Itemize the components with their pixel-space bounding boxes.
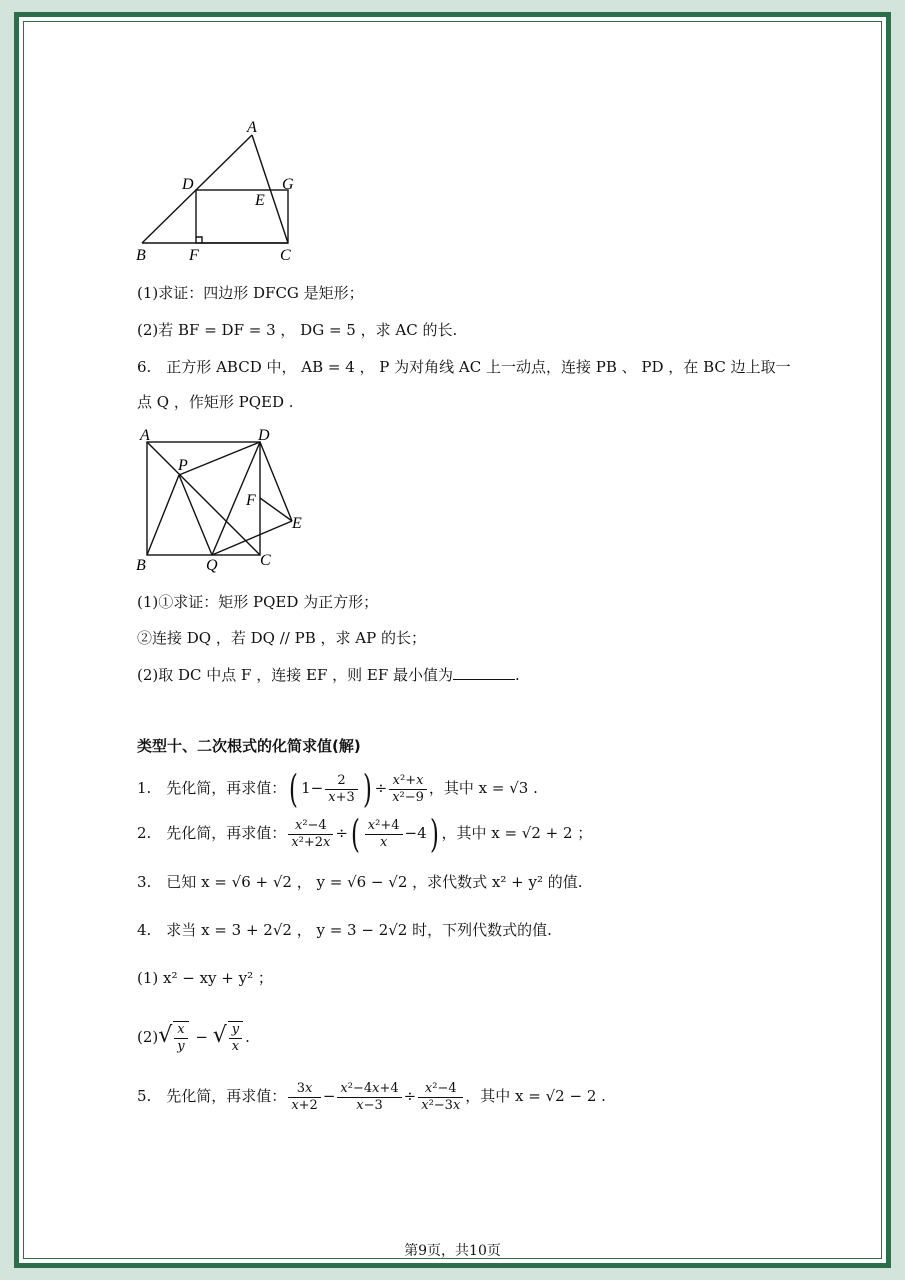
s5-problem: 5. 先化简，再求值： $\frac{3x}{x+2}$ − $\frac{\text{x²−4x+4}}{x-3}$ ÷ $\frac{\text{x²−4}}{\text{x²−3x}}$ ，其中 x = √2 − 2 .: [137, 1080, 606, 1113]
label-C: C: [280, 247, 291, 264]
s4-sqrt-y-over-x: $\frac{y}{x}$: [228, 1021, 243, 1055]
label-F: F: [189, 247, 199, 264]
q6-stem-line1: 6. 正方形 ABCD 中， AB = 4 ， P 为对角线 AC 上一动点，连接 PB 、 PD ，在 BC 边上取一: [137, 358, 791, 376]
s4-part2-label: (2): [137, 1028, 159, 1046]
s1-mid: ，其中 x = √3 .: [428, 779, 538, 797]
s2-mid: ，其中 x = √2 + 2 ；: [441, 824, 593, 842]
s2-pre: 2. 先化简，再求值：: [137, 824, 287, 842]
label-C: C: [260, 552, 271, 569]
s2-frac-b: $\frac{\text{x²+4}}{x}$: [365, 818, 403, 851]
s5-frac-b: $\frac{\text{x²−4x+4}}{x-3}$: [337, 1081, 401, 1114]
s1-problem: 1. 先化简，再求值：( 1− $\frac{2}{x+3}$ ) ÷ $\frac{\text{x²+x}}{\text{x²−9}}$ ，其中 x = √3 .: [137, 767, 538, 811]
s4-sqrt-x-over-y: $\frac{x}{y}$: [173, 1021, 188, 1055]
label-B: B: [136, 247, 146, 264]
q5-part2: (2)若 BF = DF = 3 ， DG = 5 ，求 AC 的长.: [137, 321, 458, 339]
figure-square-pqed: [130, 425, 320, 577]
paren-left: (: [289, 767, 299, 811]
s5-pre: 5. 先化简，再求值：: [137, 1087, 287, 1105]
s5-frac-a: $\frac{3x}{x+2}$: [288, 1081, 321, 1114]
s2-problem: 2. 先化简，再求值： $\frac{\text{x²−4}}{\text{x²+2x}}$ ÷( $\frac{\text{x²+4}}{x}$ −4) ，其中 x = √2 + 2 ；: [137, 812, 593, 856]
label-A: A: [140, 427, 150, 444]
s3-problem: 3. 已知 x = √6 + √2 ， y = √6 − √2 ，求代数式 x² + y² 的值.: [137, 873, 583, 891]
label-E: E: [255, 192, 265, 209]
figure-triangle-rectangle: [130, 115, 310, 265]
s1-frac-b: $\frac{\text{x²+x}}{\text{x²−9}}$: [389, 773, 427, 806]
q5-part1: (1)求证：四边形 DFCG 是矩形；: [137, 284, 364, 302]
s5-mid: ，其中 x = √2 − 2 .: [465, 1087, 606, 1105]
s4-part1: (1) x² − xy + y² ；: [137, 969, 273, 987]
section-title: 类型十、二次根式的化简求值(解): [137, 737, 361, 755]
answer-blank: [453, 666, 515, 680]
label-D: D: [258, 427, 270, 444]
label-F: F: [246, 492, 256, 509]
page-footer: 第9页，共10页: [404, 1243, 501, 1259]
s2-frac-a: $\frac{\text{x²−4}}{\text{x²+2x}}$: [288, 818, 333, 851]
label-P: P: [178, 457, 188, 474]
label-Q: Q: [206, 557, 218, 574]
label-D: D: [182, 176, 194, 193]
q6-part2-end: .: [515, 666, 520, 684]
label-A: A: [247, 119, 257, 136]
s4-part2: (2)√ $\frac{x}{y}$ − √ $\frac{y}{x}$ .: [137, 1022, 250, 1054]
s1-pre: 1. 先化简，再求值：: [137, 779, 287, 797]
s5-frac-c: $\frac{\text{x²−4}}{\text{x²−3x}}$: [418, 1081, 463, 1114]
q6-part1-2: ②连接 DQ ，若 DQ // PB ，求 AP 的长；: [137, 629, 426, 647]
label-B: B: [136, 557, 146, 574]
q6-stem-line2: 点 Q ，作矩形 PQED .: [137, 393, 294, 411]
s4-problem: 4. 求当 x = 3 + 2√2 ， y = 3 − 2√2 时，下列代数式的值.: [137, 921, 552, 939]
label-G: G: [282, 176, 294, 193]
q6-part2-text: (2)取 DC 中点 F ，连接 EF ，则 EF 最小值为: [137, 666, 454, 684]
q6-part1-1: (1)①求证：矩形 PQED 为正方形；: [137, 593, 379, 611]
q6-part2: [137, 665, 520, 685]
paren-right: ): [362, 767, 372, 811]
s1-frac-a: $\frac{2}{x+3}$: [325, 773, 358, 806]
label-E: E: [292, 515, 302, 532]
